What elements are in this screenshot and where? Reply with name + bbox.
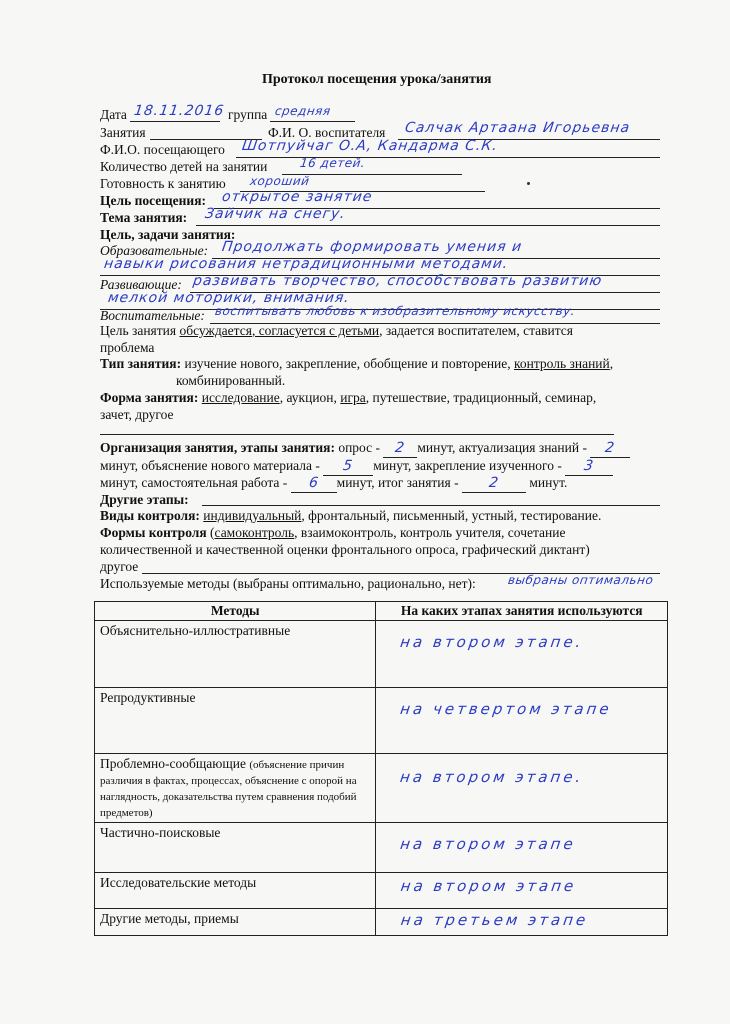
table-row bbox=[95, 909, 668, 936]
upb-value: воспитывать любовь к изобразительному искусству. bbox=[214, 304, 577, 318]
form-p1: исследование bbox=[201, 390, 280, 405]
table-row bbox=[95, 688, 668, 754]
group-value: средняя bbox=[274, 104, 332, 118]
table-row bbox=[95, 621, 668, 688]
org-v5: 6 bbox=[307, 475, 320, 491]
type-p3: , bbox=[609, 356, 614, 371]
table-row bbox=[95, 823, 668, 873]
type-p1: изучение нового, закрепление, обобщение и повторение, bbox=[181, 356, 515, 371]
form-p2: , аукцион, bbox=[279, 390, 341, 405]
stage-value: на втором этапе bbox=[399, 835, 578, 853]
control-forms-label: Формы контроля bbox=[100, 525, 207, 540]
readiness-label: Готовность к занятию bbox=[100, 176, 226, 191]
children-label: Количество детей на занятии bbox=[100, 159, 268, 174]
teacher-value: Салчак Артаана Игорьевна bbox=[403, 120, 632, 136]
goals-label: Цель, задачи занятия: bbox=[100, 227, 236, 242]
org-t3: минут, объяснение нового материала - bbox=[100, 458, 324, 473]
goal-text-p1: Цель занятия bbox=[100, 323, 180, 338]
purpose-value: открытое занятие bbox=[220, 189, 374, 205]
form-label: Форма занятия: bbox=[100, 390, 199, 405]
page-title: Протокол посещения урока/занятия bbox=[262, 72, 492, 87]
org-label: Организация занятия, этапы занятия: bbox=[100, 440, 335, 455]
control-forms-line1 bbox=[100, 524, 565, 541]
methods-used-value: выбраны оптимально bbox=[507, 573, 655, 587]
form-line1 bbox=[100, 389, 596, 406]
dev-value-2: мелкой моторики, внимания. bbox=[106, 290, 351, 306]
date-label: Дата bbox=[100, 107, 127, 122]
edu-label: Образовательные: bbox=[100, 243, 209, 258]
form-line2: зачет, другое bbox=[100, 407, 174, 422]
org-v1: 2 bbox=[394, 440, 407, 456]
method-name: Исследовательские методы bbox=[95, 873, 376, 909]
org-t6: минут, итог занятия - bbox=[336, 475, 462, 490]
goal-text-line2: проблема bbox=[100, 340, 155, 355]
stage-cell bbox=[376, 873, 668, 909]
goal-text-p3: , согласуется с детьми bbox=[251, 323, 380, 338]
control-line bbox=[100, 507, 601, 524]
stage-cell bbox=[376, 688, 668, 754]
table-header-stages: На каких этапах занятия используются bbox=[376, 602, 668, 621]
method-name: Частично-поисковые bbox=[95, 823, 376, 873]
goal-text-line1 bbox=[100, 322, 573, 339]
type-p2: контроль знаний bbox=[514, 356, 610, 371]
control-p2: , фронтальный, письменный, устный, тестирование. bbox=[301, 508, 602, 523]
group-line bbox=[270, 121, 355, 122]
method-cell bbox=[95, 754, 376, 823]
stage-cell bbox=[376, 754, 668, 823]
other-stages-label: Другие этапы: bbox=[100, 492, 189, 507]
edu-value-1: Продолжать формировать умения и bbox=[220, 239, 524, 255]
method-name: Репродуктивные bbox=[95, 688, 376, 754]
pen-dot bbox=[527, 182, 530, 185]
children-value: 16 детей. bbox=[299, 156, 367, 170]
control-forms-line2: количественной и качественной оценки фронтального опроса, графический диктант) bbox=[100, 542, 590, 557]
goal-text-p2: обсуждается bbox=[179, 323, 252, 338]
org-t4: минут, закрепление изученного - bbox=[373, 458, 566, 473]
table-row bbox=[95, 754, 668, 823]
teacher-label: Ф.И. О. воспитателя bbox=[268, 125, 386, 140]
form-other-line bbox=[100, 434, 614, 435]
org-v4: 3 bbox=[583, 458, 596, 474]
table-header-methods: Методы bbox=[95, 602, 376, 621]
type-line1 bbox=[100, 355, 613, 372]
org-t2: минут, актуализация знаний - bbox=[417, 440, 591, 455]
control-forms-p2: самоконтроль bbox=[214, 525, 295, 540]
type-label: Тип занятия: bbox=[100, 356, 182, 371]
purpose-label: Цель посещения: bbox=[100, 193, 207, 208]
goal-text-p4: , задается воспитателем, ставится bbox=[379, 323, 574, 338]
methods-table bbox=[94, 601, 668, 936]
stage-value: на третьем этапе bbox=[400, 911, 591, 929]
control-forms-p1: ( bbox=[206, 525, 215, 540]
table-header-row bbox=[95, 602, 668, 621]
form-p4: , путешествие, традиционный, семинар, bbox=[365, 390, 597, 405]
edu-value-2: навыки рисования нетрадиционными методами. bbox=[102, 256, 510, 272]
control-forms-p3: , взаимоконтроль, контроль учителя, сочетание bbox=[294, 525, 566, 540]
table-row bbox=[95, 873, 668, 909]
org-line1 bbox=[100, 439, 630, 458]
method-name: Другие методы, приемы bbox=[95, 909, 376, 936]
control-p1: индивидуальный bbox=[203, 508, 302, 523]
dev-label: Развивающие: bbox=[100, 277, 182, 292]
stage-value: на втором этапе. bbox=[399, 768, 586, 786]
form-p3: игра bbox=[340, 390, 366, 405]
group-label: группа bbox=[228, 107, 268, 122]
visitor-value: Шотпуйчаг О.А, Кандарма С.К. bbox=[240, 138, 499, 154]
upb-label: Воспитательные: bbox=[100, 308, 205, 323]
lesson-label: Занятия bbox=[100, 125, 146, 140]
other-stages-line bbox=[202, 505, 660, 506]
date-value: 18.11.2016 bbox=[132, 103, 226, 119]
topic-label: Тема занятия: bbox=[100, 210, 188, 225]
stage-cell bbox=[376, 621, 668, 688]
readiness-value: хороший bbox=[249, 174, 311, 188]
org-v3: 5 bbox=[342, 458, 355, 474]
stage-cell bbox=[376, 823, 668, 873]
method-name: Объяснительно-иллюстративные bbox=[95, 621, 376, 688]
topic-value: Зайчик на снегу. bbox=[203, 206, 347, 222]
dev-value-1: развивать творчество, способствовать развитию bbox=[191, 273, 604, 289]
org-t7: минут. bbox=[529, 475, 568, 490]
method-name: Проблемно-сообщающие bbox=[100, 756, 250, 771]
stage-value: на втором этапе. bbox=[399, 633, 586, 651]
date-line bbox=[130, 121, 220, 122]
type-line2: комбинированный. bbox=[176, 373, 286, 388]
control-label: Виды контроля: bbox=[100, 508, 200, 523]
method-note: (объяснение причин различия в фактах, процессах, объяснение с опорой на наглядность, доказательства путем сравнения подобий предметов) bbox=[100, 759, 357, 819]
stage-cell bbox=[376, 909, 668, 936]
org-t5: минут, самостоятельная работа - bbox=[100, 475, 291, 490]
methods-used-label: Используемые методы (выбраны оптимально, рационально, нет): bbox=[100, 576, 476, 591]
stage-value: на втором этапе bbox=[400, 877, 579, 895]
stage-value: на четвертом этапе bbox=[399, 700, 614, 718]
org-t1: опрос - bbox=[334, 440, 384, 455]
topic-line bbox=[196, 225, 660, 226]
org-v6: 2 bbox=[487, 475, 501, 491]
org-v2: 2 bbox=[604, 440, 617, 456]
visitor-label: Ф.И.О. посещающего bbox=[100, 142, 225, 157]
control-forms-line3: другое bbox=[100, 559, 139, 574]
